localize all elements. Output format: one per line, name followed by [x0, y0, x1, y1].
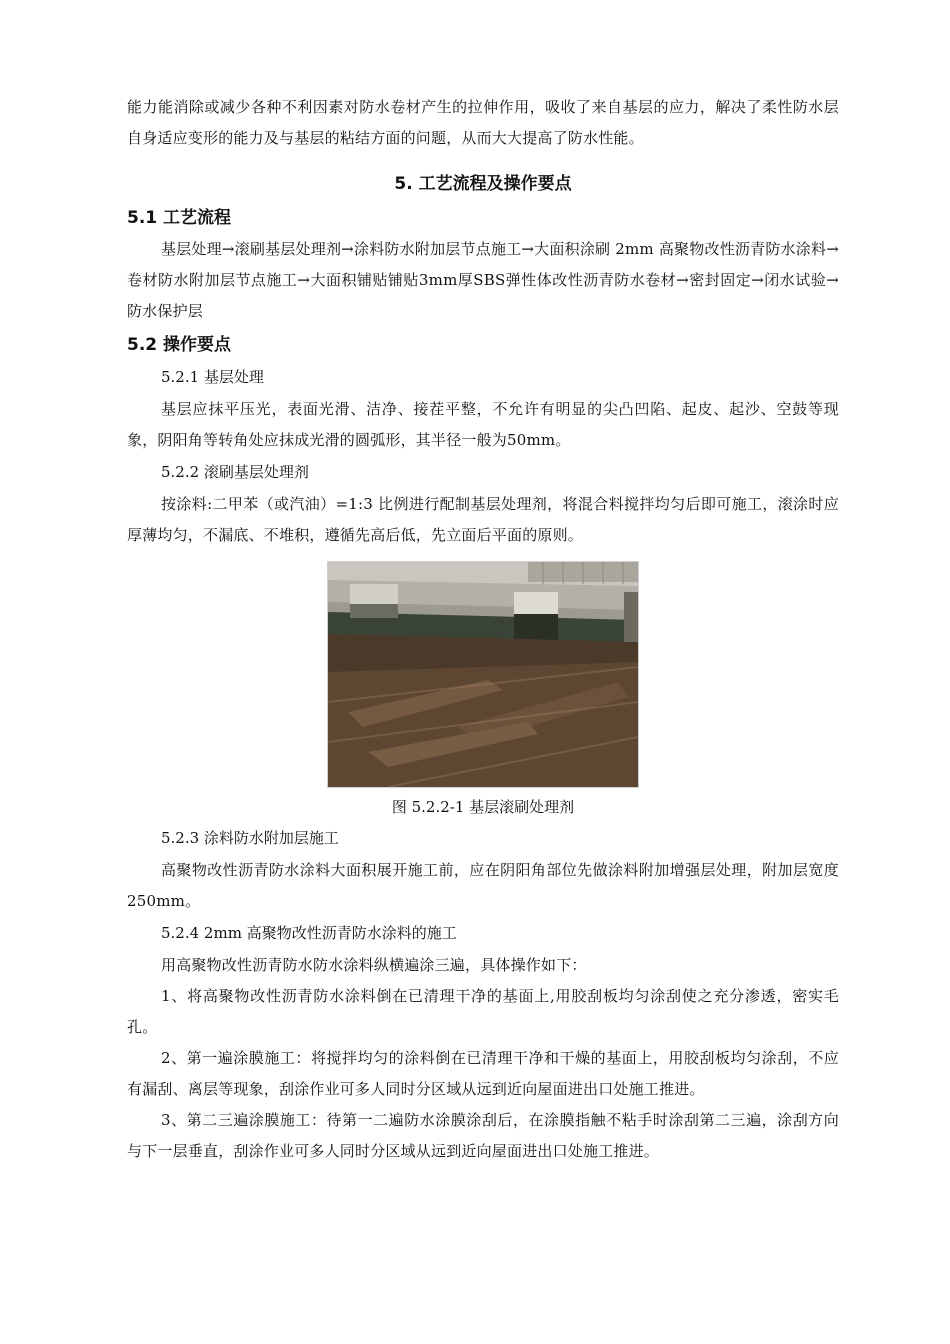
- document-body: [127, 92, 839, 1167]
- section-5-2-4-heading: 5.2.4 2mm 高聚物改性沥青防水涂料的施工: [161, 924, 457, 942]
- figure: [127, 561, 839, 788]
- figure-caption: 图 5.2.2-1 基层滚刷处理剂: [391, 798, 575, 816]
- coating-step-2: 2、第一遍涂膜施工：将搅拌均匀的涂料倒在已清理干净和干燥的基面上，用胶刮板均匀涂刮，不应有漏刮、离层等现象，刮涂作业可多人同时分区域从远到近向屋面进出口处施工推进。: [127, 1049, 839, 1098]
- intro-paragraph: 能力能消除或减少各种不利因素对防水卷材产生的拉伸作用，吸收了来自基层的应力，解决了柔性防水层自身适应变形的能力及与基层的粘结方面的问题，从而大大提高了防水性能。: [127, 98, 839, 147]
- roof-primer-photo-illustration: [328, 562, 638, 787]
- section-5-1-heading: 5.1 工艺流程: [127, 208, 232, 228]
- primer-paragraph: 按涂料:二甲苯（或汽油）=1:3 比例进行配制基层处理剂，将混合料搅拌均匀后即可施工，滚涂时应厚薄均匀，不漏底、不堆积，遵循先高后低，先立面后平面的原则。: [127, 495, 839, 544]
- section-5-2-2-heading: 5.2.2 滚刷基层处理剂: [161, 463, 309, 481]
- coating-step-3: 3、第二三遍涂膜施工：待第一二遍防水涂膜涂刮后，在涂膜指触不粘手时涂刮第二三遍，涂刮方向与下一层垂直，刮涂作业可多人同时分区域从远到近向屋面进出口处施工推进。: [127, 1111, 839, 1160]
- coating-step-1: 1、将高聚物改性沥青防水涂料倒在已清理干净的基面上,用胶刮板均匀涂刮使之充分渗透，密实毛孔。: [127, 987, 839, 1036]
- coating-intro-paragraph: 用高聚物改性沥青防水防水涂料纵横遍涂三遍，具体操作如下：: [161, 956, 587, 974]
- coating-reinforcement-paragraph: 高聚物改性沥青防水涂料大面积展开施工前，应在阴阳角部位先做涂料附加增强层处理，附加层宽度 250mm。: [127, 861, 839, 910]
- base-treatment-paragraph: 基层应抹平压光，表面光滑、洁净、接茬平整，不允许有明显的尖凸凹陷、起皮、起沙、空鼓等现象，阴阳角等转角处应抹成光滑的圆弧形，其半径一般为50mm。: [127, 400, 839, 449]
- section-5-2-heading: 5.2 操作要点: [127, 335, 232, 355]
- section-5-2-3-heading: 5.2.3 涂料防水附加层施工: [161, 829, 339, 847]
- section-5-heading: 5. 工艺流程及操作要点: [394, 174, 572, 194]
- process-flow-paragraph: 基层处理→滚刷基层处理剂→涂料防水附加层节点施工→大面积涂刷 2mm 高聚物改性沥青防水涂料→卷材防水附加层节点施工→大面积铺贴铺贴3mm厚SBS弹性体改性沥青防水卷材→密封固定→闭水试验→防水保护层: [127, 240, 839, 320]
- construction-photo: [327, 561, 639, 788]
- section-5-2-1-heading: 5.2.1 基层处理: [161, 368, 264, 386]
